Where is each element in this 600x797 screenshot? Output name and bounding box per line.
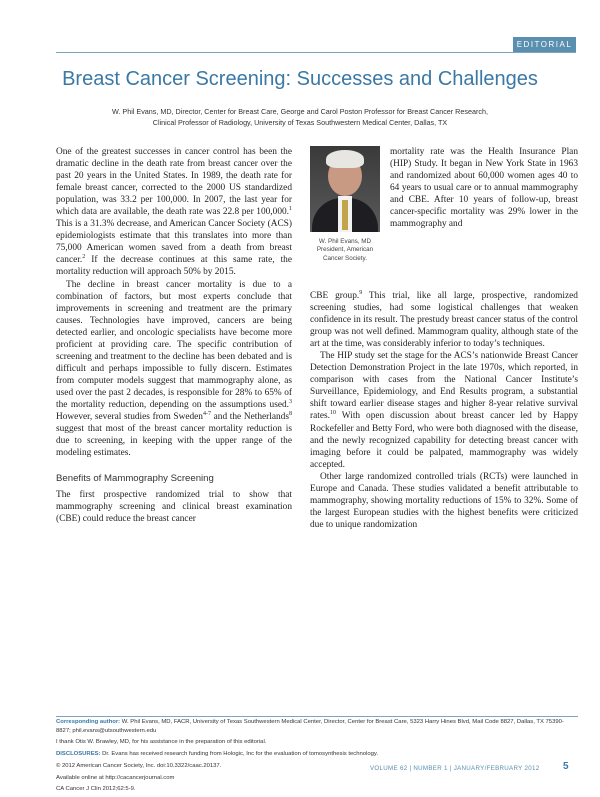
reference-marker: 3 <box>289 398 292 405</box>
right-column-top <box>390 146 578 230</box>
caption-title: President, American Cancer Society. <box>316 246 374 262</box>
caption-name: W. Phil Evans, MD <box>318 238 372 245</box>
corresponding-author: Corresponding author: W. Phil Evans, MD, FACR, University of Texas Southwestern Medical Center, Director, Center for Breast Care, 5323 Harry Hines Blvd, Mail Code 8827, Dallas, TX 75390-8827; phil.evans@utsouthwestern.edu <box>56 719 564 734</box>
author-affiliation <box>70 106 530 128</box>
paragraph: The first prospective randomized trial to show that mammography screening and clinical breast examination (CBE) could reduce the breast cancer <box>56 490 292 525</box>
right-column <box>310 290 578 531</box>
acknowledgment: I thank Otis W. Brawley, MD, for his assistance in the preparation of this editorial. <box>56 739 267 746</box>
paragraph: The HIP study set the stage for the ACS’s nationwide Breast Cancer Detection Demonstration Project in the late 1970s, which reported, in comparison with cases from the National Cancer Institute’s Surveillance, Epidemiology, and End Results program, a substantial shift toward earlier disease stages and higher 8-year relative survival rates.$^{10}$ With open discussion about breast cancer led by Happy Rockefeller and Betty Ford, who were both diagnosed with the disease, and the newly recognized capability for detecting breast cancer with imaging before it could be palpated, mammography was widely accepted. <box>310 351 578 470</box>
left-column <box>56 146 292 525</box>
reference-marker: 8 <box>289 410 292 417</box>
footnote-rule <box>56 716 578 717</box>
reference-marker: 1 <box>289 206 292 213</box>
photo-caption <box>307 238 383 263</box>
author-line-2: Clinical Professor of Radiology, University of Texas Southwestern Medical Center, Dallas, TX <box>152 118 448 127</box>
paragraph: One of the greatest successes in cancer control has been the dramatic decline in the death rate from breast cancer over the past 20 years in the United States. In 1989, the death rate for female breast cancer, corrected to the 2000 US standardized population, was 33.2 per 100,000. In 2007, the last year for which data are available, the death rate was 22.8 per 100,000.$^1$ This is a 31.3% decrease, and American Cancer Society (ACS) epidemiologists estimate that this translates into more than 75,000 American women saved from a death from breast cancer.$^2$ If the decrease continues at this same rate, the mortality reduction will approach 50% by 2015. <box>56 147 292 278</box>
reference-marker: 2 <box>82 254 86 261</box>
disclosures: DISCLOSURES: Dr. Evans has received research funding from Hologic, Inc for the evaluation of tomosynthesis technology. <box>56 751 379 758</box>
reference-marker: 9 <box>359 289 363 296</box>
page-number: 5 <box>563 761 569 772</box>
author-line-1: W. Phil Evans, MD, Director, Center for Breast Care, George and Carol Poston Professor for Breast Cancer Research, <box>112 107 488 116</box>
citation: CA Cancer J Clin 2012;62:5-9. <box>56 786 136 793</box>
availability: Available online at http://cacancerjournal.com <box>56 774 175 781</box>
issue-footer: VOLUME 62 | NUMBER 1 | JANUARY/FEBRUARY 2012 <box>370 765 540 772</box>
section-heading: Benefits of Mammography Screening <box>56 473 214 485</box>
article-title: Breast Cancer Screening: Successes and Challenges <box>62 68 538 90</box>
reference-marker: 10 <box>329 410 336 417</box>
section-badge: EDITORIAL <box>513 37 576 52</box>
copyright: © 2012 American Cancer Society, Inc. doi:10.3322/caac.20137. <box>56 762 222 769</box>
header-rule <box>56 52 576 53</box>
footnotes <box>56 718 578 797</box>
paragraph: Other large randomized controlled trials (RCTs) were launched in Europe and Canada. These studies validated a benefit attributable to mammography, showing mortality reductions of 15% to 32%. Some of the largest European studies with the highest benefits were criticized due to unique randomization <box>310 471 578 530</box>
author-photo <box>310 146 380 232</box>
paragraph: The decline in breast cancer mortality is due to a combination of factors, but most experts conclude that improvements in screening and treatment are the primary causes. Technologies have improved, cancers are being detected earlier, and oncologic specialists have become more proficient at providing care. The specific contribution of screening and treatment to the decline has been debated and is difficult and perhaps impossible to fully discern. Estimates from computer models suggest that mammography alone, as used over the past 2 decades, is responsible for 28% to 65% of the mortality reduction, depending on the assumptions used.$^3$ However, several studies from Sweden$^{4-7}$ and the Netherlands$^8$ suggest that most of the breast cancer mortality reduction is due to screening, in keeping with the upper range of the modeling estimates. <box>56 279 292 459</box>
paragraph: mortality rate was the Health Insurance Plan (HIP) Study. It began in New York State in 1963 and randomized about 60,000 women ages 40 to 64 years to usual care or to annual mammography and CBE. After 10 years of follow-up, breast cancer-specific mortality was 29% lower in the mammography and <box>390 147 578 230</box>
reference-marker: 4-7 <box>202 410 211 417</box>
paragraph: CBE group.$^9$ This trial, like all large, prospective, randomized screening studies, had some logistical challenges that weaken confidence in its result. The prestudy breast cancer status of the control group was not well defined. Mammogram quality, although state of the art at the time, was considerably inferior to today’s techniques. <box>310 289 578 350</box>
